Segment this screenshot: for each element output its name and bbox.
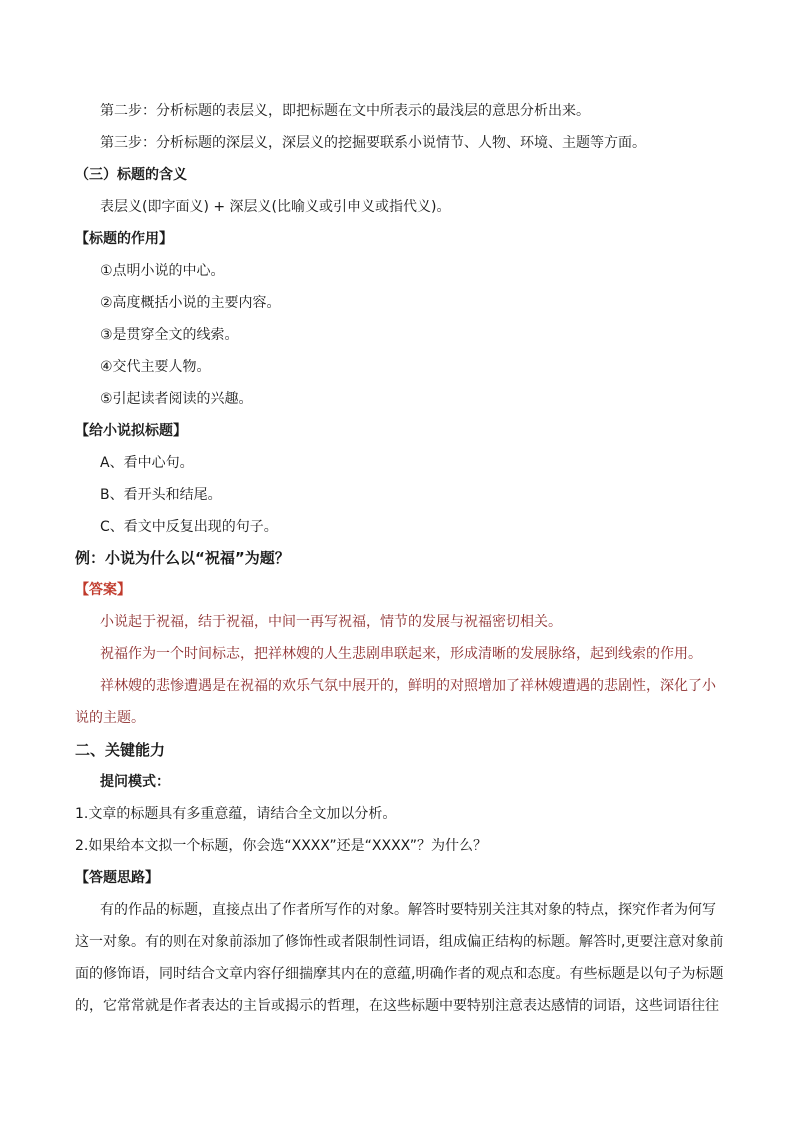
step-2-text: 第二步：分析标题的表层义，即把标题在文中所表示的最浅层的意思分析出来。 xyxy=(100,103,590,119)
role-item: ③是贯穿全文的线索。 xyxy=(100,327,239,343)
section-2-heading: 二、关键能力 xyxy=(75,741,166,759)
step-3-text: 第三步：分析标题的深层义，深层义的挖掘要联系小说情节、人物、环境、主题等方面。 xyxy=(100,135,646,151)
role-item: ①点明小说的中心。 xyxy=(100,263,225,279)
answer-line: 祝福作为一个时间标志，把祥林嫂的人生悲剧串联起来，形成清晰的发展脉络，起到线索的作用。 xyxy=(100,646,702,662)
drafting-heading: 【给小说拟标题】 xyxy=(75,423,187,439)
approach-heading: 【答题思路】 xyxy=(75,870,159,886)
role-item: ⑤引起读者阅读的兴趣。 xyxy=(100,391,253,407)
approach-line: 这一对象。有的则在对象前添加了修饰性或者限制性词语，组成偏正结构的标题。解答时,更要注意对象前 xyxy=(75,934,724,950)
approach-line: 的，它常常就是作者表达的主旨或揭示的哲理，在这些标题中要特别注意表达感情的词语，这些词语往往 xyxy=(75,998,719,1014)
question-pattern-label: 提问模式： xyxy=(100,774,170,790)
answer-line: 祥林嫂的悲惨遭遇是在祝福的欢乐气氛中展开的，鲜明的对照增加了祥林嫂遭遇的悲剧性，深化了小 xyxy=(100,678,716,694)
role-item: ②高度概括小说的主要内容。 xyxy=(100,295,281,311)
answer-line: 小说起于祝福，结于祝福，中间一再写祝福，情节的发展与祝福密切相关。 xyxy=(100,614,562,630)
drafting-item: B、看开头和结尾。 xyxy=(100,487,222,503)
question-item: 2.如果给本文拟一个标题，你会选“XXXX”还是“XXXX”？为什么？ xyxy=(75,838,487,854)
drafting-item: A、看中心句。 xyxy=(100,455,194,471)
answer-line: 说的主题。 xyxy=(75,710,145,726)
approach-line: 面的修饰语，同时结合文章内容仔细揣摩其内在的意蕴,明确作者的观点和态度。有些标题是以句子为标题 xyxy=(75,966,724,982)
approach-line: 有的作品的标题，直接点出了作者所写作的对象。解答时要特别关注其对象的特点，探究作者为何写 xyxy=(100,902,716,918)
question-item: 1.文章的标题具有多重意蕴，请结合全文加以分析。 xyxy=(75,806,397,822)
role-item: ④交代主要人物。 xyxy=(100,359,211,375)
meaning-formula: 表层义(即字面义) + 深层义(比喻义或引申义或指代义)。 xyxy=(100,199,451,215)
meaning-heading: （三）标题的含义 xyxy=(75,167,187,183)
drafting-item: C、看文中反复出现的句子。 xyxy=(100,519,278,535)
answer-label: 【答案】 xyxy=(75,582,131,598)
role-heading: 【标题的作用】 xyxy=(75,231,173,247)
example-question: 例：小说为什么以“祝福”为题？ xyxy=(75,549,290,567)
